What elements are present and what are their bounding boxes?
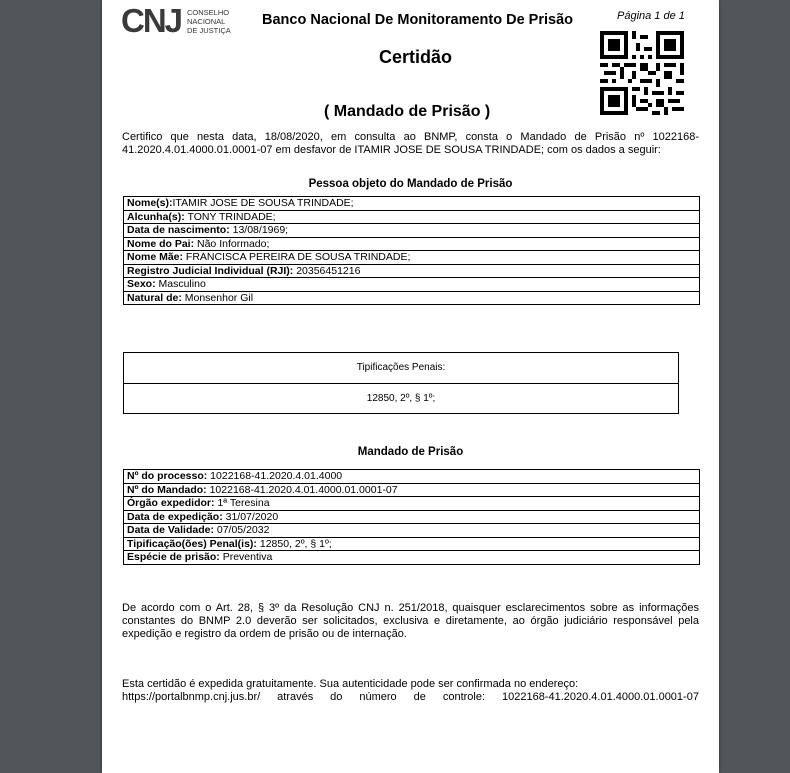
footer-line2: https://portalbnmp.cnj.jus.br/ através do número de controle: 1022168-41.2020.4.01.4000.01.0001-07 — [122, 691, 699, 703]
field-label: Data de nascimento: — [127, 224, 230, 236]
field-label: Data de Validade: — [127, 524, 214, 536]
resolution-paragraph: De acordo com o Art. 28, § 3º da Resolução CNJ n. 251/2018, quaisquer esclarecimentos sobre as informações constantes do BNMP 2.0 deverão ser solicitados, exclusiva e diretamente, ao órgão judiciário responsável pela expedição e registro da ordem de prisão ou de internação. — [122, 602, 699, 640]
field-value: 1022168-41.2020.4.01.4000.01.0001-07 — [206, 483, 398, 496]
document-title: Certidão — [379, 47, 453, 67]
mandado-section-title: Mandado de Prisão — [357, 446, 464, 458]
table-row — [124, 278, 700, 292]
table-row — [124, 291, 700, 305]
table-row — [124, 470, 700, 484]
field-value: 1ª Teresina — [214, 497, 270, 509]
field-value: 20356451216 — [293, 264, 361, 277]
field-value: Masculino — [155, 278, 206, 290]
field-value: 07/05/2032 — [213, 524, 270, 536]
table-row — [124, 510, 700, 524]
field-label: Data de expedição: — [127, 510, 223, 523]
table-row — [124, 264, 700, 278]
field-value: ITAMIR JOSE DE SOUSA TRINDADE; — [172, 197, 354, 209]
field-value: Preventiva — [219, 551, 273, 563]
field-label: Nome(s): — [127, 197, 173, 209]
qr-code — [600, 31, 684, 115]
table-row — [124, 251, 700, 265]
field-label: Tipificação(ões) Penal(is): — [127, 537, 257, 550]
portal-link[interactable]: https://portalbnmp.cnj.jus.br/ — [122, 691, 261, 703]
mandado-table — [123, 469, 700, 565]
table-row — [124, 197, 700, 211]
field-value: 13/08/1969; — [229, 224, 289, 236]
control-number: 1022168-41.2020.4.01.4000.01.0001-07 — [501, 691, 699, 703]
footer-line1: Esta certidão é expedida gratuitamente. Sua autenticidade pode ser confirmada no endereço: — [122, 678, 579, 690]
field-label: Alcunha(s): — [127, 210, 185, 223]
tipificacoes-box — [123, 352, 679, 414]
field-label: Natural de: — [127, 291, 182, 304]
field-value: Não Informado; — [194, 237, 270, 250]
field-label: Órgão expedidor: — [127, 497, 215, 509]
document-subtitle: ( Mandado de Prisão ) — [324, 103, 491, 120]
cnj-logo — [121, 2, 231, 39]
table-row — [124, 497, 700, 511]
field-value: Monsenhor Gil — [181, 291, 254, 304]
field-label: Nº do Mandado: — [127, 483, 207, 496]
table-row — [124, 551, 700, 565]
field-label: Sexo: — [127, 278, 156, 290]
table-row — [124, 237, 700, 251]
document-page — [102, 0, 719, 773]
field-label: Nome do Pai: — [127, 237, 195, 250]
footer-paragraph — [122, 678, 699, 704]
person-section-title: Pessoa objeto do Mandado de Prisão — [308, 178, 513, 190]
field-value: 12850, 2º, § 1º; — [256, 537, 332, 550]
field-label: Espécie de prisão: — [127, 551, 220, 563]
field-value: 1022168-41.2020.4.01.4000 — [207, 470, 343, 482]
field-value: TONY TRINDADE; — [184, 210, 276, 223]
table-row — [124, 524, 700, 538]
field-label: Nome Mãe: — [127, 251, 184, 263]
person-table — [123, 196, 700, 305]
field-value: FRANCISCA PEREIRA DE SOUSA TRINDADE; — [183, 251, 411, 263]
table-row — [124, 483, 700, 497]
table-row — [124, 537, 700, 551]
logo-text: CONSELHO NACIONAL DE JUSTIÇA — [187, 8, 231, 35]
field-label: Registro Judicial Individual (RJI): — [127, 264, 294, 277]
tipificacoes-label: Tipificações Penais: — [124, 353, 678, 384]
table-row — [124, 210, 700, 224]
field-label: Nº do processo: — [127, 470, 208, 482]
page-indicator: Página 1 de 1 — [617, 10, 685, 22]
table-row — [124, 224, 700, 238]
intro-paragraph: Certifico que nesta data, 18/08/2020, em consulta ao BNMP, consta o Mandado de Prisão nº 1022168-41.2020.4.01.4000.01.0001-07 em desfavor de ITAMIR JOSE DE SOUSA TRINDADE; com os dados a seguir: — [122, 131, 699, 156]
field-value: 31/07/2020 — [222, 510, 279, 523]
logo-mark: CNJ — [121, 2, 182, 39]
tipificacoes-value: 12850, 2º, § 1º; — [366, 393, 436, 404]
header-title: Banco Nacional De Monitoramento De Prisão — [262, 12, 574, 28]
